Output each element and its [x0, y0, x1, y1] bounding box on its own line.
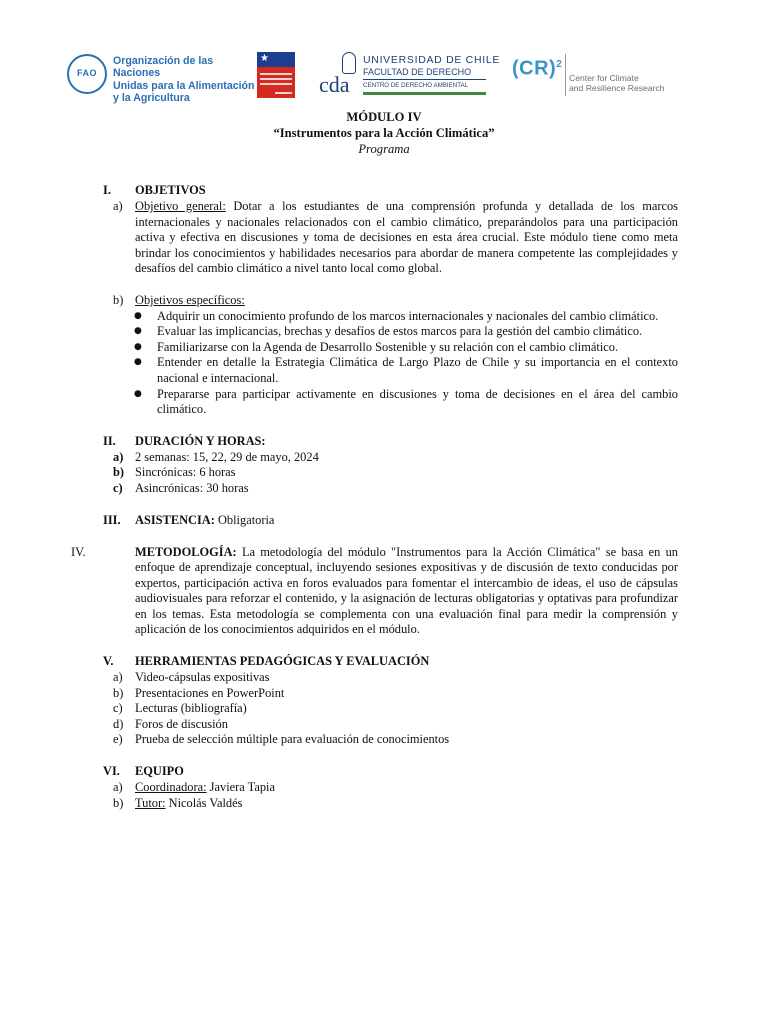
program-content — [71, 183, 679, 811]
fao-logo — [67, 52, 257, 105]
list-item: ● Prepararse para participar activamente en discusiones y toma de decisiones en el área del cambio climático. — [134, 386, 678, 417]
team-member-tutor: b) Tutor: Nicolás Valdés — [113, 795, 243, 810]
gobierno-de-chile-logo — [257, 52, 295, 98]
list-item: c) Lecturas (bibliografía) — [113, 701, 247, 716]
fao-name: Organización de las Naciones Unidas para la Alimentación y la Agricultura — [113, 55, 255, 105]
list-item: a) 2 semanas: 15, 22, 29 de mayo, 2024 — [113, 449, 319, 464]
section-number: II. — [103, 433, 116, 448]
list-item: a) Video-cápsulas expositivas — [113, 670, 270, 685]
section-title: METODOLOGÍA: — [135, 544, 237, 559]
document-type: Programa — [358, 142, 410, 156]
university-seal-icon — [342, 52, 356, 74]
list-item: b) Sincrónicas: 6 horas — [113, 465, 236, 480]
bullet-icon: ● — [134, 310, 142, 321]
attendance-value: Obligatoria — [214, 512, 275, 527]
list-item: d) Foros de discusión — [113, 716, 228, 731]
section-title: EQUIPO — [135, 764, 184, 779]
bullet-icon: ● — [134, 341, 142, 352]
methodology-text: La metodología del módulo "Instrumentos para la Acción Climática" se basa en un enfoque de aprendizaje conceptual, incluyendo sesiones expositivas y de discusión de texto conducidas por expertos, participación activa en foros evaluados para fomentar el intercambio de ideas, el uso de cápsulas audiovisuales para reforzar el contenido, y la asignación de lecturas obligatorias y optativas para profundizar en los temas. Esta metodología se complementa con una evaluación final para medir la comprensión y aplicación de los conocimientos adquiridos en el módulo. — [135, 544, 678, 637]
list-item: ● Entender en detalle la Estrategia Climática de Largo Plazo de Chile y su importancia en el contexto nacional e internacional. — [134, 355, 678, 385]
section-title: ASISTENCIA: — [135, 512, 215, 527]
list-item: c) Asincrónicas: 30 horas — [113, 480, 249, 495]
section-herramientas — [103, 654, 678, 748]
star-icon: ★ — [260, 53, 269, 64]
specific-objectives-heading: b) Objetivos específicos: — [113, 292, 245, 307]
section-metodologia — [71, 544, 678, 639]
bullet-icon: ● — [134, 388, 142, 399]
section-equipo — [103, 764, 678, 811]
document-title — [0, 109, 768, 157]
section-objetivos — [103, 183, 678, 418]
section-number: VI. — [103, 764, 120, 779]
header-logos — [0, 46, 768, 105]
section-title: HERRAMIENTAS PEDAGÓGICAS Y EVALUACIÓN — [135, 654, 430, 669]
section-title: OBJETIVOS — [135, 183, 206, 197]
section-asistencia — [103, 513, 678, 529]
section-number: III. — [103, 512, 121, 527]
section-number: IV. — [71, 544, 86, 559]
bullet-icon: ● — [134, 326, 142, 337]
team-member-coordinator: a) Coordinadora: Javiera Tapia — [113, 780, 275, 795]
section-number: I. — [103, 183, 111, 197]
general-objective-text: Dotar a los estudiantes de una comprensión profunda y detallada de los marcos internacionales y nacionales relacionados con el cambio climático, preparándolos para una participación activa y efectiva en discusiones y toma de decisiones en esta área crucial. Este módulo tiene como meta brindar los conocimientos y habilidades necesarios para abordar de manera competente las complejidades y desafíos del cambio climático a nivel tanto local como global. — [135, 199, 679, 276]
section-title: DURACIÓN Y HORAS: — [135, 433, 266, 448]
section-duracion — [103, 434, 678, 497]
universidad-de-chile-logo: cda UNIVERSIDAD DE CHILE FACULTAD DE DERECHO CENTRO DE DERECHO AMBIENTAL — [319, 54, 501, 97]
cda-wordmark: cda — [319, 72, 350, 97]
list-item: e) Prueba de selección múltiple para evaluación de conocimientos — [113, 732, 450, 747]
module-number: MÓDULO IV — [346, 110, 422, 124]
list-item: ● Familiarizarse con la Agenda de Desarrollo Sostenible y su relación con el cambio climático. — [134, 339, 619, 354]
section-number: V. — [103, 654, 114, 669]
course-title: “Instrumentos para la Acción Climática” — [273, 126, 495, 140]
list-item: b) Presentaciones en PowerPoint — [113, 685, 285, 700]
general-objective-label: Objetivo general: — [135, 199, 226, 213]
cr2-logo: (CR)$^2$ Center for Climate and Resilience Research — [512, 50, 662, 100]
list-item: ● Evaluar las implicancias, brechas y desafíos de estos marcos para la gestión del cambio climático. — [134, 324, 643, 339]
list-item: ● Adquirir un conocimiento profundo de los marcos internacionales y nacionales del cambio climático. — [134, 308, 659, 323]
general-objective: a) Objetivo general: Dotar a los estudiantes de una comprensión profunda y detallada de los marcos internacionales y nacionales relacionados con el cambio climático, preparándolos para una participación activa y efectiva en discusiones y toma de decisiones en esta área crucial. Este módulo tiene como meta brindar los conocimientos y habilidades necesarios para abordar de manera competente las complejidades y desafíos del cambio climático a nivel tanto local como global. — [113, 199, 679, 276]
cr2-wordmark: (CR)$^2$ — [512, 57, 563, 80]
fao-seal-icon: FAO — [67, 54, 107, 94]
bullet-icon: ● — [134, 357, 142, 368]
